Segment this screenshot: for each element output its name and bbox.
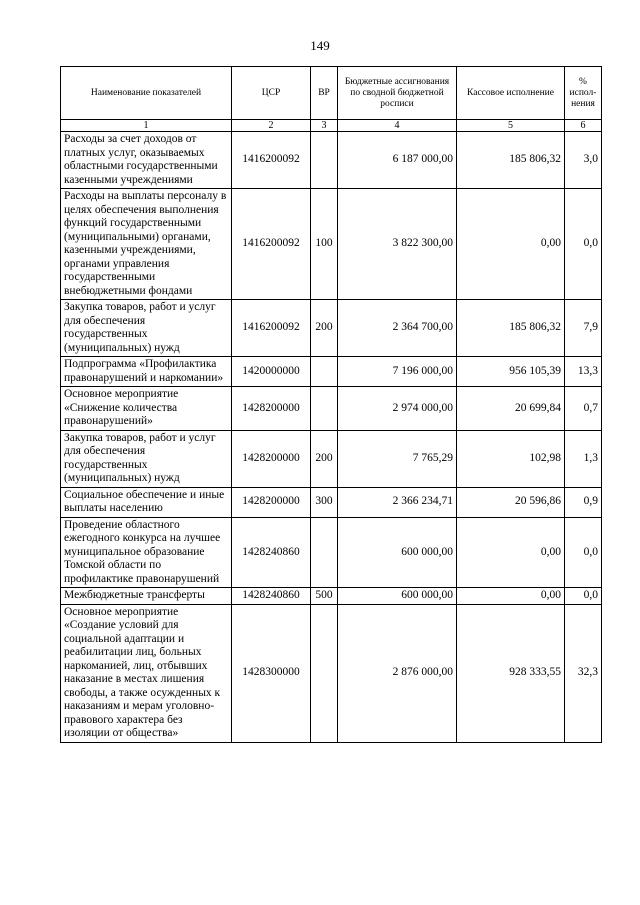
header-percent: % испол-нения [565,67,602,120]
row-cash: 20 596,86 [457,487,565,517]
row-name: Основное мероприятие «Создание условий для социальной адаптации и реабилитации лиц, больных наркоманией, лиц, отбывших наказание в местах лишения свободы, а также осужденных к наказаниям и мерам уголовно-правового характера без изоляции от общества» [61,604,232,742]
column-number: 3 [311,120,338,132]
row-vr: 100 [311,189,338,300]
row-vr [311,387,338,431]
row-budget: 6 187 000,00 [338,132,457,189]
row-csr: 1428200000 [232,487,311,517]
table-row [61,604,602,742]
row-csr: 1428200000 [232,387,311,431]
row-percent: 32,3 [565,604,602,742]
row-name: Подпрограмма «Профилактика правонарушений и наркомании» [61,357,232,387]
row-csr: 1416200092 [232,300,311,357]
header-name: Наименование показателей [61,67,232,120]
column-number: 6 [565,120,602,132]
row-name: Основное мероприятие «Снижение количества правонарушений» [61,387,232,431]
row-budget: 7 196 000,00 [338,357,457,387]
row-name: Проведение областного ежегодного конкурса на лучшее муниципальное образование Томской области по профилактике правонарушений [61,517,232,588]
row-csr: 1428200000 [232,430,311,487]
budget-execution-table [60,66,602,743]
row-percent: 1,3 [565,430,602,487]
row-cash: 185 806,32 [457,300,565,357]
row-vr [311,132,338,189]
row-percent: 0,7 [565,387,602,431]
row-vr [311,357,338,387]
row-name: Межбюджетные трансферты [61,588,232,605]
row-csr: 1416200092 [232,189,311,300]
row-name: Закупка товаров, работ и услуг для обеспечения государственных (муниципальных) нужд [61,300,232,357]
row-percent: 0,9 [565,487,602,517]
table-row [61,132,602,189]
row-name: Расходы на выплаты персоналу в целях обеспечения выполнения функций государственными (муниципальными) органами, казенными учреждениями, органами управления государственными внебюджетными фондами [61,189,232,300]
column-number-row [61,120,602,132]
page-number: 149 [310,38,330,53]
row-percent: 0,0 [565,189,602,300]
row-percent: 0,0 [565,517,602,588]
row-cash: 928 333,55 [457,604,565,742]
row-cash: 0,00 [457,588,565,605]
table-row [61,387,602,431]
row-budget: 2 366 234,71 [338,487,457,517]
row-percent: 13,3 [565,357,602,387]
row-csr: 1428240860 [232,517,311,588]
row-cash: 20 699,84 [457,387,565,431]
row-budget: 2 974 000,00 [338,387,457,431]
row-budget: 2 876 000,00 [338,604,457,742]
table-row [61,430,602,487]
row-vr: 300 [311,487,338,517]
row-vr [311,604,338,742]
table-row [61,357,602,387]
row-percent: 3,0 [565,132,602,189]
row-cash: 0,00 [457,189,565,300]
table-row [61,517,602,588]
row-vr: 500 [311,588,338,605]
column-number: 2 [232,120,311,132]
row-csr: 1416200092 [232,132,311,189]
row-cash: 956 105,39 [457,357,565,387]
column-number: 1 [61,120,232,132]
row-percent: 7,9 [565,300,602,357]
row-csr: 1428240860 [232,588,311,605]
row-name: Социальное обеспечение и иные выплаты населению [61,487,232,517]
header-vr: ВР [311,67,338,120]
row-csr: 1428300000 [232,604,311,742]
row-name: Расходы за счет доходов от платных услуг, оказываемых областными государственными казенными учреждениями [61,132,232,189]
row-cash: 185 806,32 [457,132,565,189]
header-csr: ЦСР [232,67,311,120]
row-budget: 600 000,00 [338,588,457,605]
header-budget: Бюджетные ассигнования по сводной бюджетной росписи [338,67,457,120]
row-cash: 102,98 [457,430,565,487]
row-budget: 7 765,29 [338,430,457,487]
row-vr: 200 [311,430,338,487]
table-row [61,487,602,517]
row-budget: 600 000,00 [338,517,457,588]
row-name: Закупка товаров, работ и услуг для обеспечения государственных (муниципальных) нужд [61,430,232,487]
row-percent: 0,0 [565,588,602,605]
column-number: 4 [338,120,457,132]
table-header-row [61,67,602,120]
table-row [61,189,602,300]
column-number: 5 [457,120,565,132]
row-budget: 2 364 700,00 [338,300,457,357]
row-csr: 1420000000 [232,357,311,387]
table-row [61,588,602,605]
table-row [61,300,602,357]
row-vr: 200 [311,300,338,357]
row-budget: 3 822 300,00 [338,189,457,300]
row-cash: 0,00 [457,517,565,588]
header-cash: Кассовое исполнение [457,67,565,120]
row-vr [311,517,338,588]
